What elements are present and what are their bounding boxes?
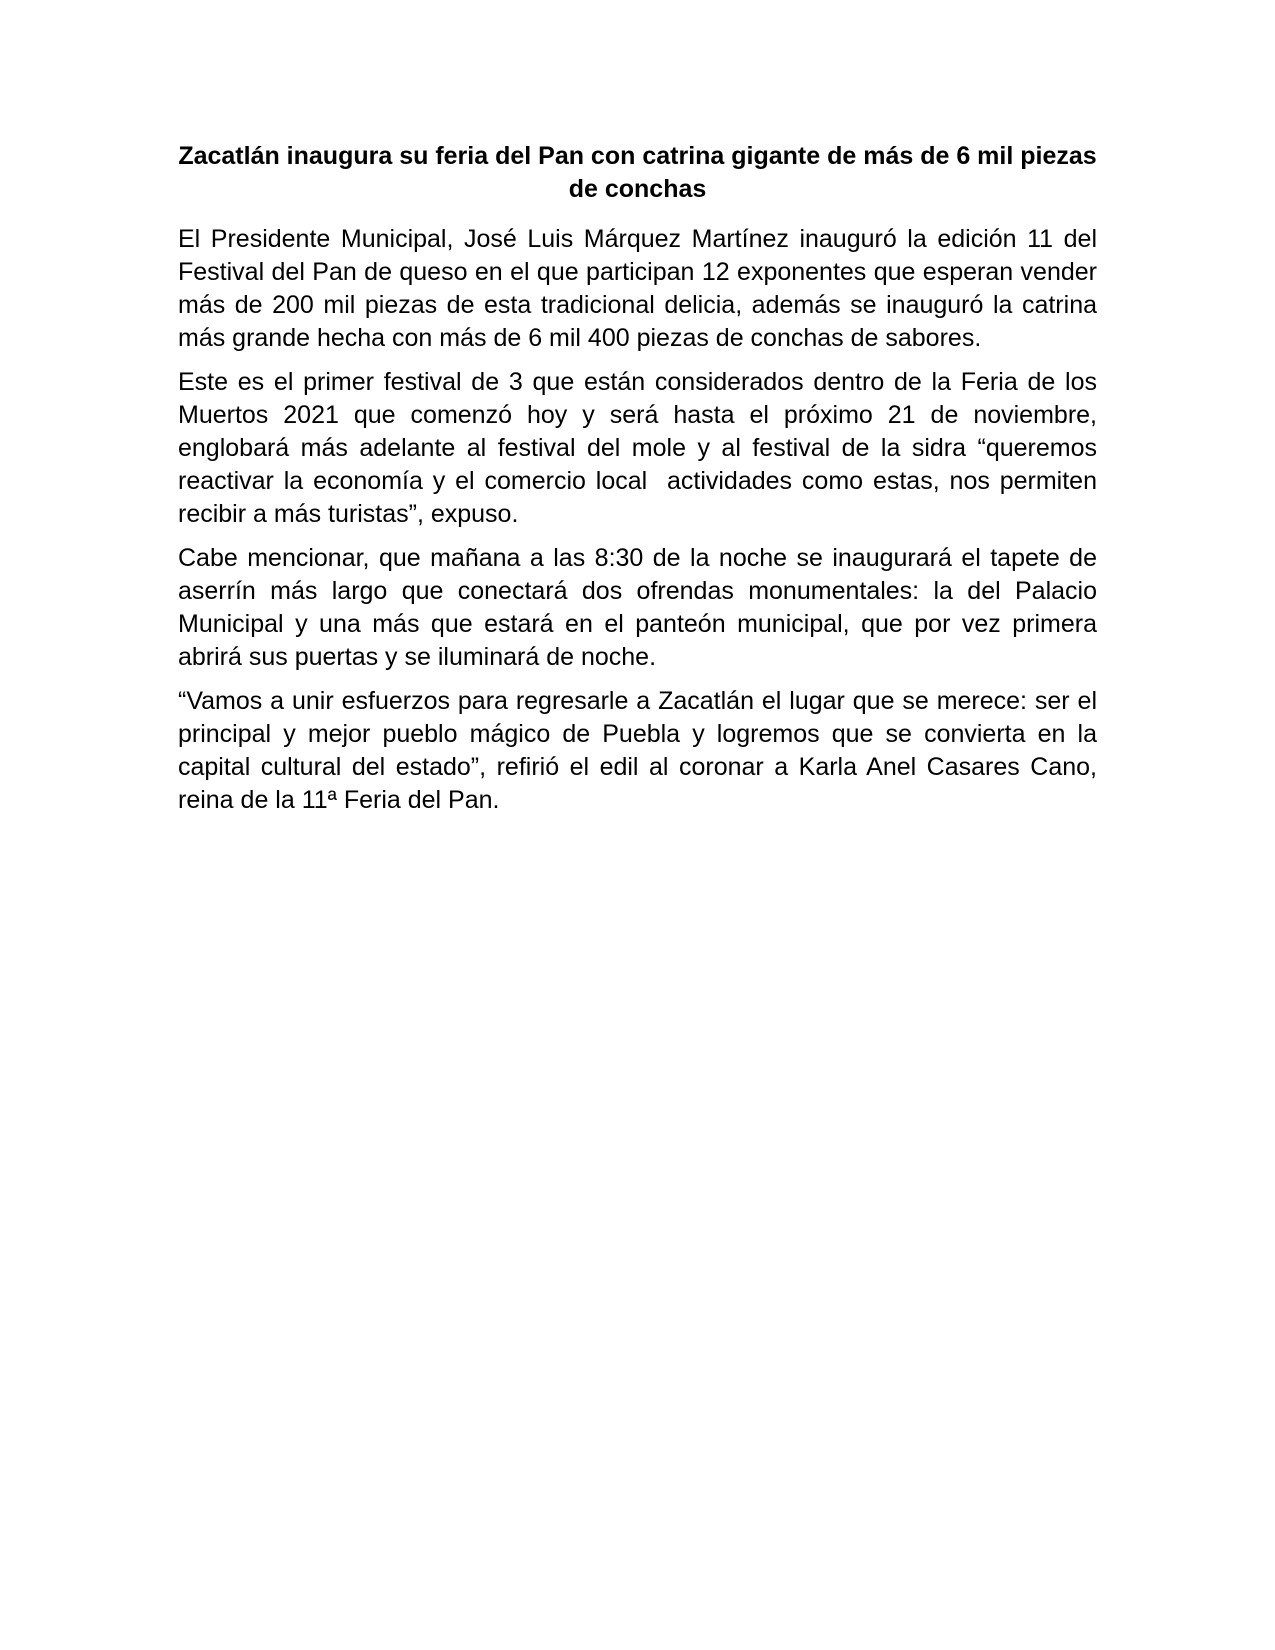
body-paragraph-1: El Presidente Municipal, José Luis Márquez Martínez inauguró la edición 11 del Festival del Pan de queso en el que participan 12 exponentes que esperan vender más de 200 mil piezas de esta tradicional delicia, además se inauguró la catrina más grande hecha con más de 6 mil 400 piezas de conchas de sabores.	[178, 225, 1104, 352]
body-paragraph-4: “Vamos a unir esfuerzos para regresarle a Zacatlán el lugar que se merece: ser el principal y mejor pueblo mágico de Puebla y logremos que se convierta en la capital cultural del estado”, refirió el edil al coronar a Karla Anel Casares Cano, reina de la 11ª Feria del Pan.	[178, 687, 1104, 814]
body-paragraph-2: Este es el primer festival de 3 que están considerados dentro de la Feria de los Muertos 2021 que comenzó hoy y será hasta el próximo 21 de noviembre, englobará más adelante al festival del mole y al festival de la sidra “queremos reactivar la economía y el comercio local actividades como estas, nos permiten recibir a más turistas”, expuso.	[178, 368, 1104, 528]
document-title: Zacatlán inaugura su feria del Pan con catrina gigante de más de 6 mil piezas de conchas	[178, 142, 1104, 203]
document-content	[178, 140, 1104, 828]
body-paragraph-3: Cabe mencionar, que mañana a las 8:30 de la noche se inaugurará el tapete de aserrín más largo que conectará dos ofrendas monumentales: la del Palacio Municipal y una más que estará en el panteón municipal, que por vez primera abrirá sus puertas y se iluminará de noche.	[178, 544, 1104, 671]
